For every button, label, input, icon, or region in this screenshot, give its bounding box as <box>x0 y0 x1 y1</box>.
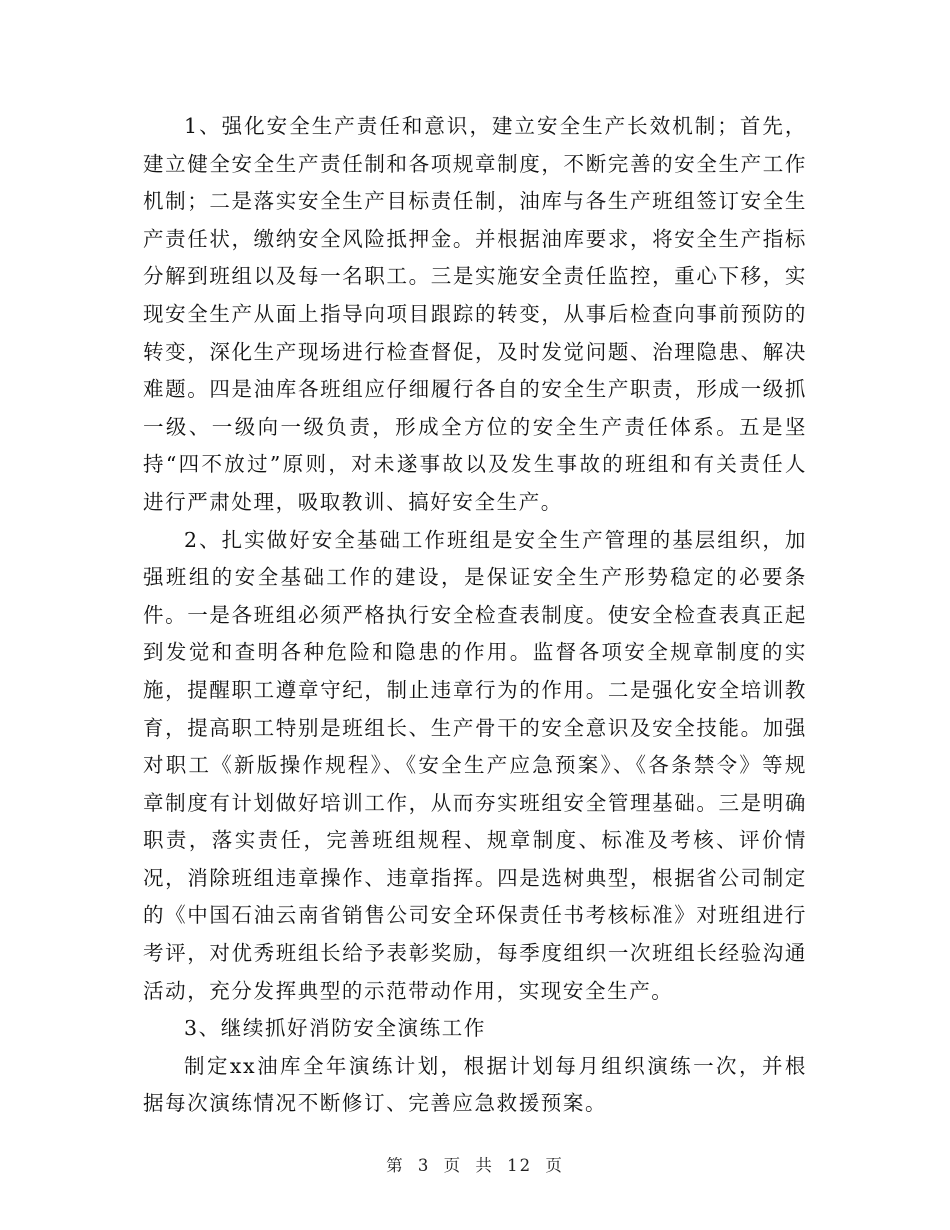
paragraph-4: 制定xx油库全年演练计划，根据计划每月组织演练一次，并根据每次演练情况不断修订、完善应急救援预案。 <box>143 1053 807 1116</box>
document-body <box>143 108 807 1123</box>
paragraph-2: 2、扎实做好安全基础工作班组是安全生产管理的基层组织，加强班组的安全基础工作的建设，是保证安全生产形势稳定的必要条件。一是各班组必须严格执行安全检查表制度。使安全检查表真正起到发觉和查明各种危险和隐患的作用。监督各项安全规章制度的实施，提醒职工遵章守纪，制止违章行为的作用。二是强化安全培训教育，提高职工特别是班组长、生产骨干的安全意识及安全技能。加强对职工《新版操作规程》、《安全生产应急预案》、《各条禁令》等规章制度有计划做好培训工作，从而夯实班组安全管理基础。三是明确职责，落实责任，完善班组规程、规章制度、标准及考核、评价情况，消除班组违章操作、违章指挥。四是选树典型，根据省公司制定的《中国石油云南省销售公司安全环保责任书考核标准》对班组进行考评，对优秀班组长给予表彰奖励，每季度组织一次班组长经验沟通活动，充分发挥典型的示范带动作用，实现安全生产。 <box>143 527 807 1003</box>
paragraph-1: 1、强化安全生产责任和意识，建立安全生产长效机制；首先，建立健全安全生产责任制和各项规章制度，不断完善的安全生产工作机制；二是落实安全生产目标责任制，油库与各生产班组签订安全生产责任状，缴纳安全风险抵押金。并根据油库要求，将安全生产指标分解到班组以及每一名职工。三是实施安全责任监控，重心下移，实现安全生产从面上指导向项目跟踪的转变，从事后检查向事前预防的转变，深化生产现场进行检查督促，及时发觉问题、治理隐患、解决难题。四是油库各班组应仔细履行各自的安全生产职责，形成一级抓一级、一级向一级负责，形成全方位的安全生产责任体系。五是坚持“四不放过”原则，对未遂事故以及发生事故的班组和有关责任人进行严肃处理，吸取教训、搞好安全生产。 <box>143 114 807 514</box>
page-number-footer: 第 3 页 共 12 页 <box>386 1156 564 1175</box>
paragraph-3: 3、继续抓好消防安全演练工作 <box>184 1016 486 1041</box>
